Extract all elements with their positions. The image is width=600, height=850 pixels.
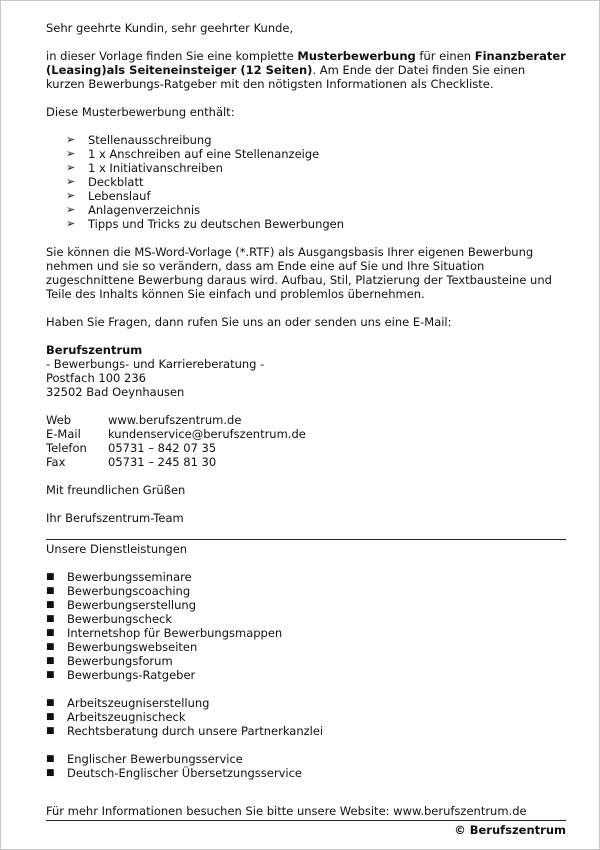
arrow-bullet-icon: ➢	[66, 133, 76, 146]
list-item: ➢ Stellenausschreibung	[66, 133, 212, 147]
list-item: ■ Rechtsberatung durch unsere Partnerkanzlei	[46, 724, 324, 738]
arrow-bullet-icon: ➢	[66, 203, 76, 216]
square-bullet-icon: ■	[46, 768, 55, 778]
phone-value: 05731 – 842 07 35	[108, 441, 217, 455]
list-item: ➢ Anlagenverzeichnis	[66, 203, 201, 217]
intro-bold-1: Musterbewerbung	[297, 49, 416, 63]
table-row: Fax 05731 – 245 81 30	[46, 455, 306, 469]
list-item: ■ Arbeitszeugniserstellung	[46, 696, 210, 710]
table-row: E-Mail kundenservice@berufszentrum.de	[46, 427, 306, 441]
list-item: ■ Bewerbungswebseiten	[46, 640, 198, 654]
intro-text-2: für einen	[415, 49, 475, 63]
footer-text: Für mehr Informationen besuchen Sie bitte unsere Website: www.berufszentrum.de	[46, 804, 527, 818]
square-bullet-icon: ■	[46, 670, 55, 680]
salutation: Sehr geehrte Kundin, sehr geehrter Kunde,	[46, 21, 294, 35]
list-item: ➢ Lebenslauf	[66, 189, 151, 203]
intro-bold-2: Finanzberater (Leasing)als Seiteneinsteiger (12 Seiten)	[46, 49, 566, 77]
list-item: ■ Internetshop für Bewerbungsmappen	[46, 626, 283, 640]
contents-heading: Diese Musterbewerbung enthält:	[46, 105, 235, 119]
address-street: Postfach 100 236	[46, 371, 146, 385]
list-item: ■ Bewerbungsseminare	[46, 570, 192, 584]
table-row: Telefon 05731 – 842 07 35	[46, 441, 306, 455]
company-name: Berufszentrum	[46, 343, 143, 357]
list-item: ➢ 1 x Initiativanschreiben	[66, 161, 223, 175]
list-item: ■ Bewerbungsforum	[46, 654, 173, 668]
contact-table	[46, 413, 306, 469]
table-row: Web www.berufszentrum.de	[46, 413, 306, 427]
arrow-bullet-icon: ➢	[66, 147, 76, 160]
list-item: ➢ Tipps und Tricks zu deutschen Bewerbungen	[66, 217, 345, 231]
list-item: ■ Englischer Bewerbungsservice	[46, 752, 243, 766]
company-subtitle: - Bewerbungs- und Karriereberatung -	[46, 357, 265, 371]
list-item: ■ Bewerbungscoaching	[46, 584, 191, 598]
fax-value: 05731 – 245 81 30	[108, 455, 217, 469]
list-item: ■ Bewerbungserstellung	[46, 598, 196, 612]
services-list-2	[46, 696, 566, 738]
arrow-bullet-icon: ➢	[66, 161, 76, 174]
square-bullet-icon: ■	[46, 614, 55, 624]
square-bullet-icon: ■	[46, 656, 55, 666]
divider	[46, 539, 566, 540]
address-block	[46, 343, 566, 399]
square-bullet-icon: ■	[46, 628, 55, 638]
square-bullet-icon: ■	[46, 642, 55, 652]
arrow-bullet-icon: ➢	[66, 175, 76, 188]
footer-divider	[46, 820, 566, 821]
copyright: © Berufszentrum	[454, 823, 566, 837]
questions-paragraph: Haben Sie Fragen, dann rufen Sie uns an oder senden uns eine E-Mail:	[46, 315, 452, 329]
page-footer	[46, 804, 566, 837]
contents-list	[66, 133, 566, 231]
square-bullet-icon: ■	[46, 754, 55, 764]
email-link[interactable]: kundenservice@berufszentrum.de	[108, 427, 306, 441]
website-link[interactable]: www.berufszentrum.de	[108, 413, 242, 427]
list-item: ➢ Deckblatt	[66, 175, 144, 189]
square-bullet-icon: ■	[46, 586, 55, 596]
intro-text-1: in dieser Vorlage finden Sie eine komplette	[46, 49, 298, 63]
list-item: ■ Bewerbungscheck	[46, 612, 173, 626]
arrow-bullet-icon: ➢	[66, 217, 76, 230]
intro-paragraph	[46, 49, 566, 91]
letter-body	[46, 21, 566, 780]
square-bullet-icon: ■	[46, 572, 55, 582]
square-bullet-icon: ■	[46, 712, 55, 722]
square-bullet-icon: ■	[46, 698, 55, 708]
services-heading: Unsere Dienstleistungen	[46, 542, 188, 556]
square-bullet-icon: ■	[46, 600, 55, 610]
list-item: ■ Arbeitszeugnischeck	[46, 710, 186, 724]
list-item: ■ Deutsch-Englischer Übersetzungsservice	[46, 766, 302, 780]
services-list-1	[46, 570, 566, 682]
address-city: 32502 Bad Oeynhausen	[46, 385, 185, 399]
signature: Ihr Berufszentrum-Team	[46, 511, 184, 525]
usage-paragraph: Sie können die MS-Word-Vorlage (*.RTF) als Ausgangsbasis Ihrer eigenen Bewerbung nehmen und sie so verändern, dass am Ende eine auf Sie und Ihre Situation zugeschnittene Bewerbung daraus wird. Aufbau, Stil, Platzierung der Textbausteine und Teile des Inhalts können Sie einfach und problemlos übernehmen.	[46, 245, 552, 301]
intro-text-3: . Am Ende der Datei finden Sie einen kurzen Bewerbungs-Ratgeber mit den nötigsten Informationen als Checkliste.	[46, 63, 526, 91]
square-bullet-icon: ■	[46, 726, 55, 736]
closing: Mit freundlichen Grüßen	[46, 483, 186, 497]
services-list-3	[46, 752, 566, 780]
arrow-bullet-icon: ➢	[66, 189, 76, 202]
list-item: ■ Bewerbungs-Ratgeber	[46, 668, 196, 682]
list-item: ➢ 1 x Anschreiben auf eine Stellenanzeige	[66, 147, 320, 161]
